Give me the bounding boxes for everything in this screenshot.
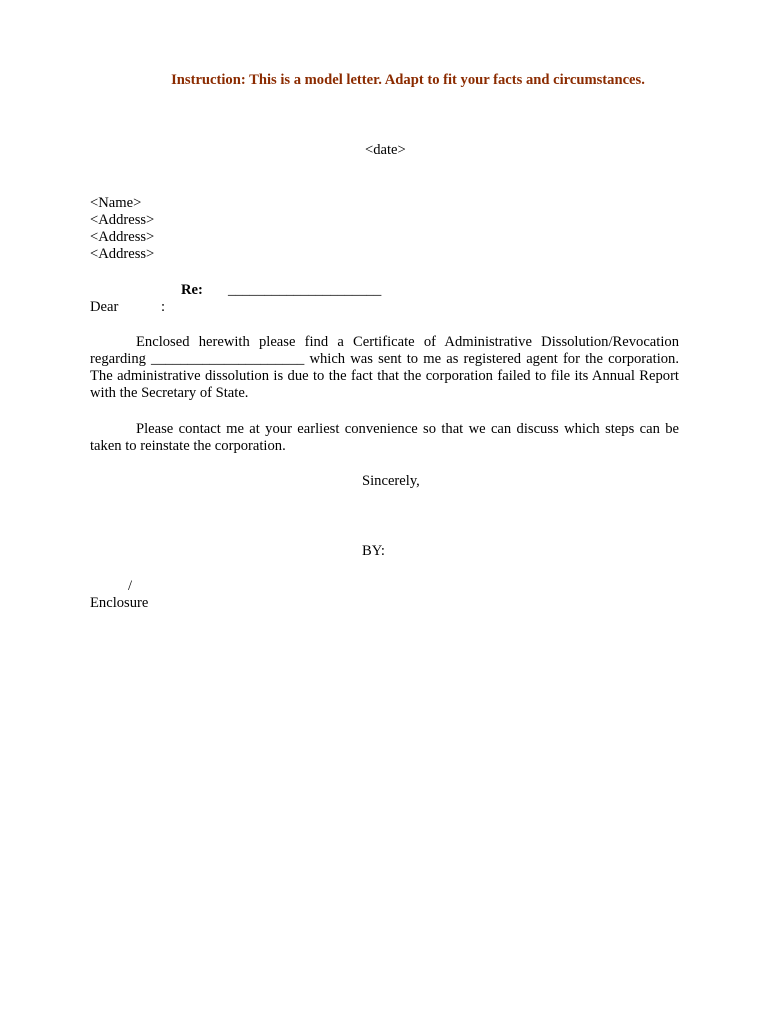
reference-initials: /: [128, 578, 133, 594]
recipient-name: <Name>: [90, 195, 142, 211]
recipient-address-line: <Address>: [90, 229, 155, 245]
recipient-address-line: <Address>: [90, 212, 155, 228]
body-paragraph-1: Enclosed herewith please find a Certificate of Administrative Dissolution/Revocation regarding _____________________ which was sent to me as registered agent for the corporation. The administrative dissolution is due to the fact that the corporation failed to file its Annual Report with the Secretary of State.: [90, 334, 679, 401]
re-label: Re:: [181, 282, 203, 298]
re-blank-line: _____________________: [228, 282, 382, 298]
body-paragraph-2: Please contact me at your earliest convenience so that we can discuss which steps can be taken to reinstate the corporation.: [90, 421, 679, 454]
instruction-note: Instruction: This is a model letter. Adapt to fit your facts and circumstances.: [171, 72, 645, 88]
recipient-address-line: <Address>: [90, 246, 155, 262]
date-placeholder: <date>: [365, 142, 406, 158]
salutation-dear: Dear: [90, 299, 119, 315]
closing-sincerely: Sincerely,: [362, 473, 420, 489]
signature-by: BY:: [362, 543, 385, 559]
salutation-colon: :: [161, 299, 166, 315]
enclosure-note: Enclosure: [90, 595, 149, 611]
